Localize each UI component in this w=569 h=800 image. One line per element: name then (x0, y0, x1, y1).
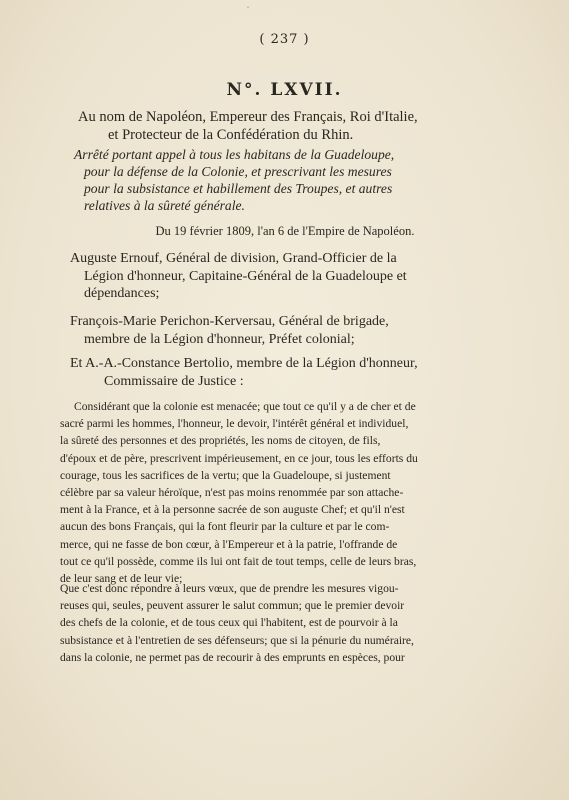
decree-title (74, 146, 504, 214)
signatory-line: Auguste Ernouf, Général de division, Grand-Officier de la (70, 251, 397, 266)
paragraph-line: de leur sang et de leur vie; (60, 572, 183, 586)
paragraph-line: d'époux et de père, prescrivent impérieusement, en ce jour, tous les efforts du (60, 451, 418, 465)
heading-line-2: et Protecteur de la Confédération du Rhin. (108, 127, 354, 143)
signatory-bertolio (70, 355, 510, 390)
decree-line: relatives à la sûreté générale. (84, 198, 245, 213)
signatory-line: dépendances; (84, 286, 160, 301)
signatory-ernouf (70, 250, 510, 303)
act-number: N°. LXVII. (226, 80, 343, 100)
paragraph-line: aucun des bons Français, qui la font fleurir par la culture et par le com- (60, 520, 390, 534)
paragraph-line: reuses qui, seules, peuvent assurer le salut commun; que le premier devoir (60, 599, 405, 613)
paragraph-line: subsistance et à l'entretien de ses défenseurs; que si la pénurie du numéraire, (60, 633, 414, 647)
paragraph-line: Que c'est donc répondre à leurs vœux, que de prendre les mesures vigou- (60, 582, 399, 595)
paragraph-line: dans la colonie, ne permet pas de recourir à des emprunts en espèces, pour (60, 650, 405, 664)
decree-line: Arrêté portant appel à tous les habitans de la Guadeloupe, (74, 147, 395, 162)
paragraph-line: merce, qui ne fasse de bon cœur, à l'Empereur et à la patrie, l'offrande de (60, 537, 398, 551)
signatory-line: Légion d'honneur, Capitaine-Général de la Guadeloupe et (84, 268, 407, 284)
paragraph-line: ment à la France, et à la personne sacrée de son auguste Chef; et qu'il n'est (60, 503, 405, 517)
paragraph-considerant (60, 398, 515, 587)
signatory-kerversau (70, 313, 510, 348)
signatory-line: Et A.-A.-Constance Bertolio, membre de la Légion d'honneur, (70, 356, 418, 371)
paragraph-line: la sûreté des personnes et des propriétés, les noms de citoyen, de fils, (60, 434, 381, 448)
signatory-line: François-Marie Perichon-Kerversau, Général de brigade, (70, 314, 389, 329)
decree-line: pour la défense de la Colonie, et prescrivant les mesures (84, 164, 392, 179)
paragraph-line: courage, tous les sacrifices de la vertu; que la Guadeloupe, si justement (60, 468, 391, 482)
decree-line: pour la subsistance et habillement des Troupes, et autres (84, 181, 393, 196)
paragraph-line: célèbre par sa valeur héroïque, n'est pas moins renommée par son attache- (60, 486, 404, 500)
page-mark: ˇ (246, 6, 250, 15)
paragraph-line: Considérant que la colonie est menacée; que tout ce qu'il y a de cher et de (74, 400, 416, 413)
dateline: Du 19 février 1809, l'an 6 de l'Empire de Napoléon. (155, 224, 415, 238)
signatory-line: membre de la Légion d'honneur, Préfet colonial; (84, 331, 355, 347)
paragraph-que (60, 580, 515, 666)
signatory-line: Commissaire de Justice : (104, 373, 244, 389)
page-number: ( 237 ) (259, 32, 310, 47)
paragraph-line: sacré parmi les hommes, l'honneur, le devoir, l'intérêt général et individuel, (60, 417, 409, 431)
paragraph-line: des chefs de la colonie, et de tous ceux qui l'habitent, est de pourvoir à la (60, 616, 398, 630)
heading-line-1: Au nom de Napoléon, Empereur des Français, Roi d'Italie, (78, 109, 418, 125)
paragraph-line: tout ce qu'il possède, comme ils lui ont fait de tout temps, celle de leurs bras, (60, 554, 417, 568)
